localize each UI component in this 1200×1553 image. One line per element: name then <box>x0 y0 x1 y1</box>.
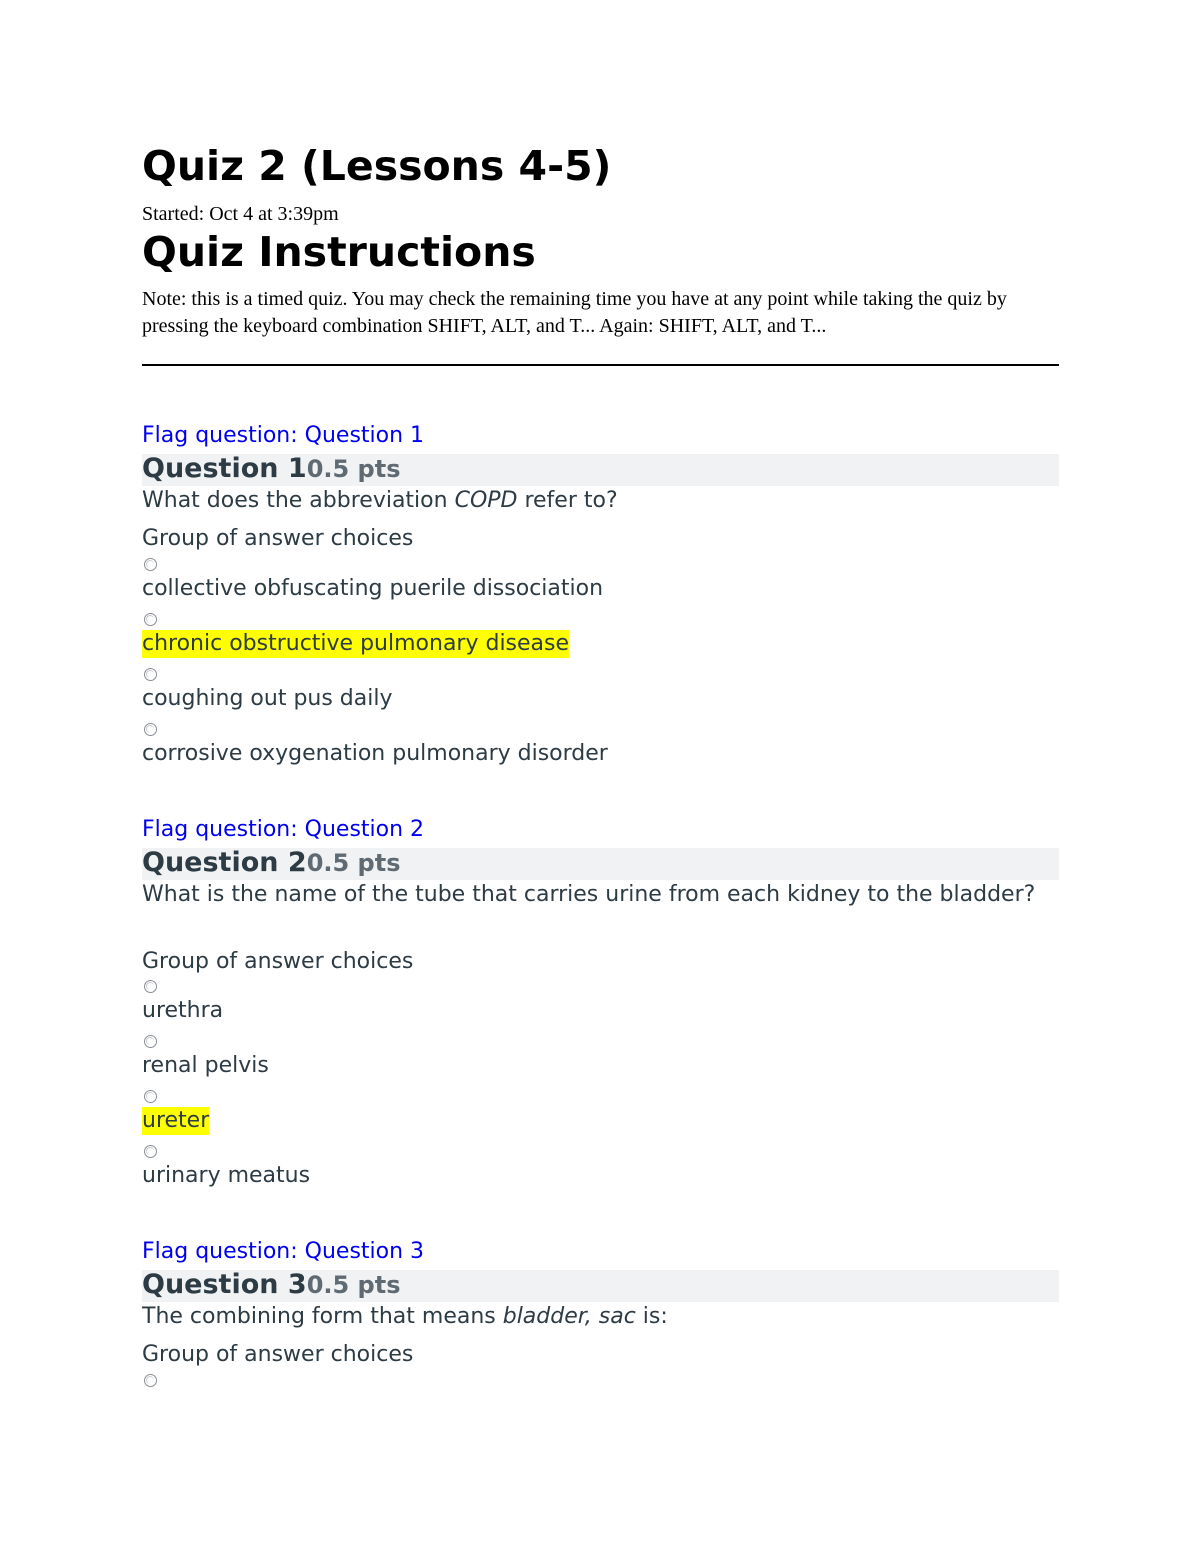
radio-button[interactable] <box>144 723 157 736</box>
question-header <box>142 454 1059 486</box>
flag-question-3-link[interactable]: Flag question: Question 3 <box>142 1239 425 1264</box>
question-number: Question 2 <box>142 847 307 878</box>
answer-choice[interactable] <box>142 668 1059 723</box>
question-points: 0.5 pts <box>306 455 401 483</box>
question-title <box>142 451 401 487</box>
choice-label: collective obfuscating puerile dissociation <box>142 576 604 601</box>
question-number: Question 3 <box>142 1269 307 1300</box>
started-time: Started: Oct 4 at 3:39pm <box>142 203 339 225</box>
question-text <box>142 882 1059 908</box>
question-text-emphasis: COPD <box>454 488 518 513</box>
choice-label: urinary meatus <box>142 1163 311 1188</box>
group-label: Group of answer choices <box>142 949 414 974</box>
radio-button[interactable] <box>144 1145 157 1158</box>
radio-button[interactable] <box>144 558 157 571</box>
question-text-part: is: <box>635 1304 668 1329</box>
choice-label: coughing out pus daily <box>142 686 393 711</box>
answer-choice[interactable] <box>142 723 1059 778</box>
divider <box>142 364 1059 366</box>
question-text-part: What is the name of the tube that carries urine from each kidney to the bladder? <box>142 882 1036 907</box>
question-header <box>142 848 1059 880</box>
answer-choice[interactable] <box>142 980 1059 1035</box>
choice-label: corrosive oxygenation pulmonary disorder <box>142 741 608 766</box>
flag-question-2-link[interactable]: Flag question: Question 2 <box>142 817 425 842</box>
quiz-title: Quiz 2 (Lessons 4-5) <box>142 142 612 190</box>
question-text-emphasis: bladder, sac <box>502 1304 636 1329</box>
answer-choice[interactable] <box>142 1090 1059 1145</box>
answer-choice[interactable] <box>142 558 1059 613</box>
choice-label-highlighted: ureter <box>142 1108 210 1133</box>
radio-button[interactable] <box>144 1374 157 1387</box>
choice-label: urethra <box>142 998 224 1023</box>
choice-label: renal pelvis <box>142 1053 269 1078</box>
question-number: Question 1 <box>142 453 307 484</box>
question-text <box>142 488 1059 514</box>
radio-button[interactable] <box>144 980 157 993</box>
instructions-title: Quiz Instructions <box>142 228 536 276</box>
question-title <box>142 1267 401 1303</box>
answer-choice[interactable] <box>142 1374 1059 1429</box>
instructions-text: Note: this is a timed quiz. You may check the remaining time you have at any point while taking the quiz by pressing the keyboard combination SHIFT, ALT, and T... Again: SHIFT, ALT, and T... <box>142 288 1007 337</box>
flag-question-1-link[interactable]: Flag question: Question 1 <box>142 423 425 448</box>
group-label: Group of answer choices <box>142 526 414 551</box>
question-text-part: The combining form that means <box>142 1304 503 1329</box>
question-text <box>142 1304 1059 1330</box>
answer-choice[interactable] <box>142 1145 1059 1200</box>
question-header <box>142 1270 1059 1302</box>
radio-button[interactable] <box>144 613 157 626</box>
question-text-part: refer to? <box>517 488 618 513</box>
group-label: Group of answer choices <box>142 1342 414 1367</box>
answer-choice[interactable] <box>142 1035 1059 1090</box>
radio-button[interactable] <box>144 1090 157 1103</box>
question-title <box>142 845 401 881</box>
question-points: 0.5 pts <box>306 1271 401 1299</box>
radio-button[interactable] <box>144 1035 157 1048</box>
radio-button[interactable] <box>144 668 157 681</box>
question-points: 0.5 pts <box>306 849 401 877</box>
choice-label-highlighted: chronic obstructive pulmonary disease <box>142 631 570 656</box>
question-text-part: What does the abbreviation <box>142 488 455 513</box>
answer-choice[interactable] <box>142 613 1059 668</box>
